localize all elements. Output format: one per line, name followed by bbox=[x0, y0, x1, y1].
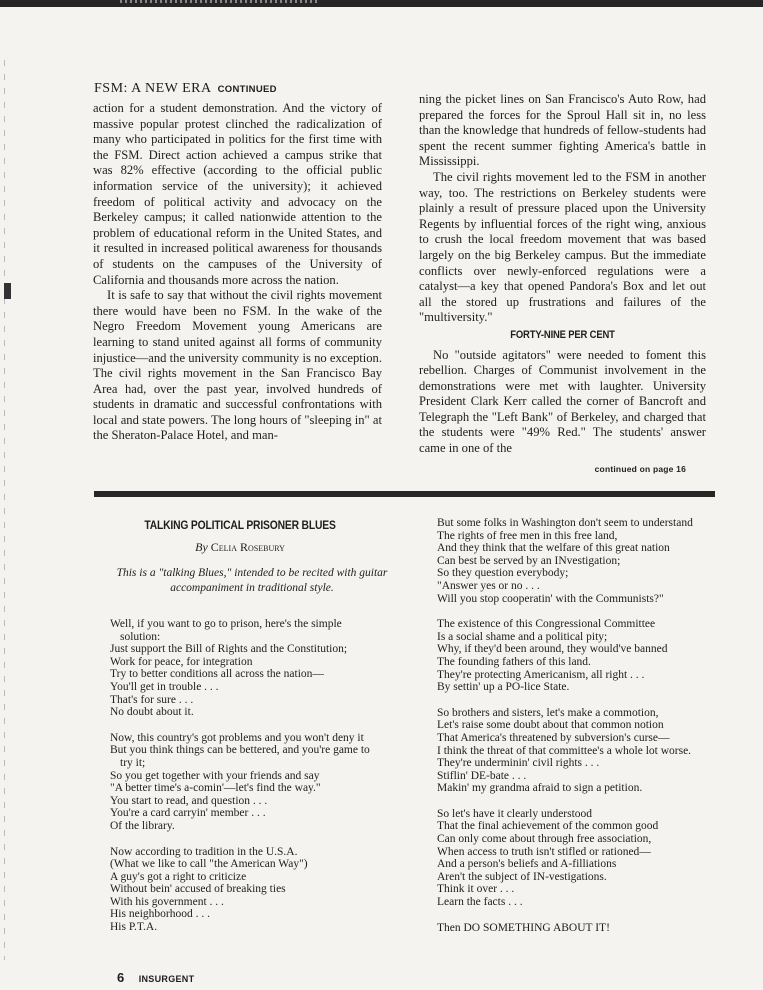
paragraph: ning the picket lines on San Francisco's Auto Row, had prepared the forces for the Sproul Hall sit in, no less than the knowledge that hundreds of fellow-students had spent the recent summer fighting America's battle in Mississippi. bbox=[419, 92, 706, 169]
verse-line: No doubt about it. bbox=[110, 706, 194, 719]
verse-line: Without bein' accused of breaking ties bbox=[110, 883, 286, 896]
verse-line: So let's have it clearly understood bbox=[437, 807, 593, 820]
verse-line: Makin' my grandma afraid to sign a petition. bbox=[437, 782, 643, 795]
verse-line: "A better time's a-comin'—let's find the way." bbox=[110, 782, 321, 795]
verse-line: The existence of this Congressional Committee bbox=[437, 618, 656, 631]
verse-line: try it; bbox=[120, 756, 146, 769]
verse-line: And they think that the welfare of this great nation bbox=[437, 542, 670, 555]
stanza bbox=[110, 846, 410, 934]
verse-line: Aren't the subject of IN-vestigations. bbox=[437, 870, 607, 883]
verse-line: Well, if you want to go to prison, here's the simple bbox=[110, 618, 342, 630]
poem-byline bbox=[110, 540, 370, 555]
page-edge-mark bbox=[4, 283, 11, 299]
verse-line: Then DO SOMETHING ABOUT IT! bbox=[437, 921, 610, 934]
continued-label: CONTINUED bbox=[217, 84, 277, 95]
stanza bbox=[437, 618, 727, 694]
article-title: FSM: A NEW ERA bbox=[94, 81, 212, 96]
paragraph: No "outside agitators" were needed to foment this rebellion. Charges of Communist involvement in the demonstrations were met with laughter. University President Clark Kerr called the corner of Bancroft and Telegraph the "Left Bank" of Berkeley, and charged that the students were "49% Red." The students' answer came in one of the bbox=[419, 347, 706, 456]
page-edge bbox=[4, 60, 5, 960]
poem-intro: This is a "talking Blues," intended to be recited with guitar accompaniment in traditional style. bbox=[116, 567, 388, 594]
top-rule-dots bbox=[120, 0, 320, 3]
verse-line: solution: bbox=[120, 630, 161, 643]
verse-line: I think the threat of that committee's a whole lot worse. bbox=[437, 744, 692, 757]
poem-title: TALKING POLITICAL PRISONER BLUES bbox=[144, 518, 336, 532]
verse-line: With his government . . . bbox=[110, 895, 224, 908]
verse-line: Work for peace, for integration bbox=[110, 655, 253, 668]
section-rule bbox=[94, 491, 715, 497]
stanza bbox=[110, 618, 410, 719]
subheading: FORTY-NINE PER CENT bbox=[510, 328, 615, 341]
article-right-column bbox=[419, 92, 706, 477]
verse-line: Will you stop cooperatin' with the Communists?" bbox=[437, 592, 664, 605]
stanza bbox=[437, 922, 727, 935]
verse-line: They're protecting Americanism, all right . . . bbox=[437, 668, 645, 681]
page-number: 6 bbox=[117, 970, 125, 985]
top-rule bbox=[0, 0, 763, 7]
verse-line: So brothers and sisters, let's make a commotion, bbox=[437, 706, 659, 719]
verse-line: The founding fathers of this land. bbox=[437, 655, 591, 668]
byline-by: By bbox=[195, 540, 208, 554]
paragraph: It is safe to say that without the civil rights movement there would have been no FSM. In the wake of the Negro Freedom Movement young Americans are learning to stand united against all forms of community injustice—and the university community is no exception. The civil rights movement in the San Francisco Bay Area had, over the past year, involved hundreds of students in dramatic and successful confrontations with local and state powers. The long hours of "sleeping in" at the Sheraton-Palace Hotel, and man- bbox=[93, 288, 382, 443]
stanza bbox=[437, 808, 727, 909]
verse-line: That America's threatened by subversion's curse— bbox=[437, 731, 670, 744]
verse-line: "Answer yes or no . . . bbox=[437, 579, 540, 592]
verse-line: Can only come about through free association, bbox=[437, 833, 652, 846]
verse-line: Can best be served by an INvestigation; bbox=[437, 554, 621, 567]
verse-line: Why, if they'd been around, they would've banned bbox=[437, 643, 668, 656]
verse-line: Think it over . . . bbox=[437, 883, 515, 896]
verse-line: Try to better conditions all across the nation— bbox=[110, 668, 324, 681]
poem-left-column bbox=[110, 618, 410, 947]
verse-line: That's for sure . . . bbox=[110, 693, 194, 706]
verse-line: Now according to tradition in the U.S.A. bbox=[110, 845, 298, 858]
magazine-name: INSURGENT bbox=[138, 974, 195, 984]
verse-line: Let's raise some doubt about that common notion bbox=[437, 719, 664, 732]
stanza bbox=[437, 707, 727, 795]
verse-line: When access to truth isn't stifled or rationed— bbox=[437, 845, 651, 858]
verse-line: Of the library. bbox=[110, 819, 175, 832]
paragraph: action for a student demonstration. And the victory of massive popular protest clinched the radicalization of many who participated in politics for the first time with the FSM. Direct action achieved a campus strike that was 82% effective (according to the official public information service of the university); it achieved freedom of political activity and advocacy on the Berkeley campus; it called nationwide attention to the problem of educational reform in the United States, and it resulted in increased political awareness for thousands of students on the campuses of the University of California and thousands more across the nation. bbox=[93, 101, 382, 287]
verse-line: Is a social shame and a political pity; bbox=[437, 630, 608, 643]
verse-line: But some folks in Washington don't seem to understand bbox=[437, 517, 693, 529]
verse-line: Now, this country's got problems and you won't deny it bbox=[110, 731, 364, 744]
verse-line: You start to read, and question . . . bbox=[110, 794, 268, 807]
verse-line: That the final achievement of the common good bbox=[437, 820, 659, 833]
page-footer bbox=[117, 969, 194, 987]
verse-line: You're a card carryin' member . . . bbox=[110, 807, 266, 820]
verse-line: So you get together with your friends and say bbox=[110, 769, 320, 782]
poem-right-column bbox=[437, 517, 727, 947]
verse-line: By settin' up a PO-lice State. bbox=[437, 681, 570, 694]
continued-note: continued on page 16 bbox=[594, 463, 686, 474]
article-left-column bbox=[93, 101, 382, 444]
verse-line: (What we like to call "the American Way") bbox=[110, 858, 308, 871]
verse-line: And a person's beliefs and A-filliations bbox=[437, 858, 617, 871]
stanza bbox=[110, 732, 410, 833]
verse-line: So they question everybody; bbox=[437, 567, 569, 580]
verse-line: Stiflin' DE-bate . . . bbox=[437, 769, 527, 782]
verse-line: His neighborhood . . . bbox=[110, 908, 210, 921]
verse-line: The rights of free men in this free land, bbox=[437, 529, 618, 542]
stanza bbox=[437, 517, 727, 605]
verse-line: But you think things can be bettered, and you're game to bbox=[110, 744, 370, 757]
verse-line: They're underminin' civil rights . . . bbox=[437, 757, 600, 770]
verse-line: You'll get in trouble . . . bbox=[110, 680, 219, 693]
paragraph: The civil rights movement led to the FSM in another way, too. The restrictions on Berkeley students were plainly a result of pressure placed upon the University Regents by influential forces of the right wing, anxious to crush the local freedom movement that was based largely on the big Berkeley campus. But the immediate conflicts over newly-enforced regulations were a catalyst—a key that opened Pandora's Box and let out all the stored up frustrations and failures of the "multiversity." bbox=[419, 169, 706, 325]
article-heading bbox=[94, 81, 277, 97]
verse-line: A guy's got a right to criticize bbox=[110, 870, 247, 883]
verse-line: Learn the facts . . . bbox=[437, 896, 523, 909]
poem-author: Celia Rosebury bbox=[210, 540, 285, 554]
verse-line: His P.T.A. bbox=[110, 921, 158, 934]
verse-line: Just support the Bill of Rights and the Constitution; bbox=[110, 643, 348, 656]
